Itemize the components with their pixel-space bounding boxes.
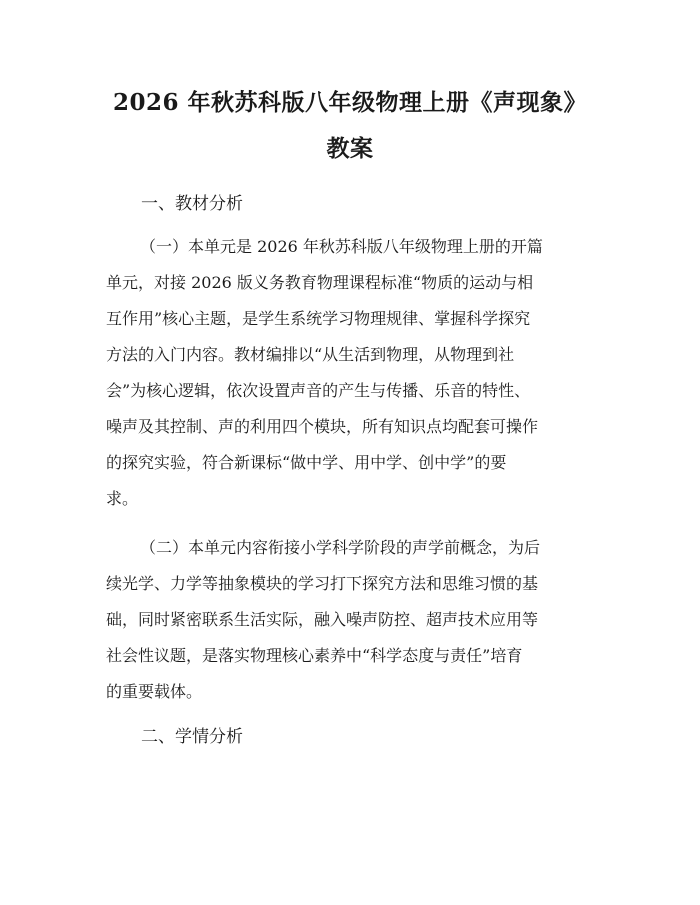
- paragraph-line: （二）本单元内容衔接小学科学阶段的声学前概念，为后: [140, 538, 541, 557]
- section-heading-student-analysis: 二、学情分析: [141, 727, 243, 747]
- paragraph-line: 单元，对接 2026 版义务教育物理课程标准“物质的运动与相: [106, 273, 534, 292]
- paragraph-line: 会”为核心逻辑，依次设置声音的产生与传播、乐音的特性、: [106, 381, 531, 400]
- paragraph-line: 互作用”核心主题，是学生系统学习物理规律、掌握科学探究: [106, 309, 531, 328]
- paragraph-line: 噪声及其控制、声的利用四个模块，所有知识点均配套可操作: [106, 417, 539, 436]
- paragraph-line: 方法的入门内容。教材编排以“从生活到物理，从物理到社: [106, 345, 515, 364]
- paragraph-1: [106, 229, 606, 517]
- paragraph-line: 续光学、力学等抽象模块的学习打下探究方法和思维习惯的基: [106, 574, 539, 593]
- document-title-line-1: 2026 年秋苏科版八年级物理上册《声现象》: [112, 89, 588, 116]
- paragraph-line: 的探究实验，符合新课标“做中学、用中学、创中学”的要: [106, 453, 507, 472]
- paragraph-line: 社会性议题，是落实物理核心素养中“科学态度与责任”培育: [106, 646, 523, 665]
- paragraph-line: （一）本单元是 2026 年秋苏科版八年级物理上册的开篇: [140, 237, 543, 256]
- section-heading-textbook-analysis: 一、教材分析: [141, 194, 243, 214]
- paragraph-line: 础，同时紧密联系生活实际，融入噪声防控、超声技术应用等: [106, 610, 539, 629]
- paragraph-2: [106, 530, 606, 710]
- paragraph-line: 的重要载体。: [106, 682, 203, 701]
- paragraph-line: 求。: [106, 489, 139, 508]
- document-title-line-2: 教案: [326, 135, 374, 162]
